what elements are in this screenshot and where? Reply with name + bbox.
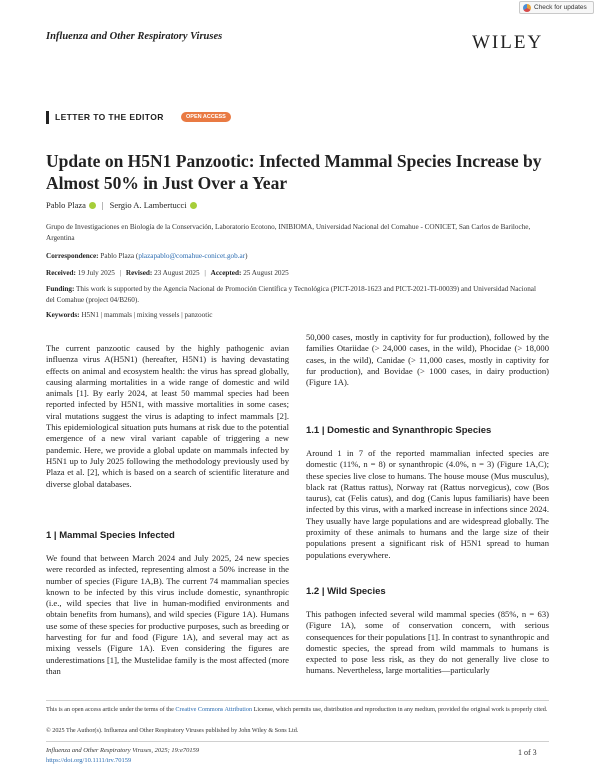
body-paragraph: This pathogen infected several wild mammal species (85%, n = 63) (Figure 1A), some of conservation concern, with serious consequences for their populations [1]. In contrast to synanthropic and domestic species, the spread from wild mammals to humans is expected to pose less risk, as they do not generally live close to humans. Nevertheless, large mortalities—particularly [306,609,549,676]
author-list [46,200,197,210]
funding: Funding: This work is supported by the Agencia Nacional de Promoción Científica y Tecnológica (PICT-2018-1623 and PICT-2021-TI-00039) and Universidad Nacional del Comahue (project 04/B260). [46,285,536,304]
license-notice: This is an open access article under the terms of the Creative Commons Attribution License, which permits use, distribution and reproduction in any medium, provided the original work is properly cited. [46,706,548,713]
author-name[interactable]: Sergio A. Lambertucci [109,200,187,210]
author-separator: | [101,200,104,210]
article-title: Update on H5N1 Panzootic: Infected Mammal Species Increase by Almost 50% in Just Over a Year [46,151,542,193]
section-heading: 1 | Mammal Species Infected [46,530,175,541]
copyright: © 2025 The Author(s). Influenza and Other Respiratory Viruses published by John Wiley & Sons Ltd. [46,727,299,734]
intro-paragraph: The current panzootic caused by the highly pathogenic avian influenza virus A(H5N1) (hereafter, H5N1) is having devastating effects on animal and ecosystem health: the virus has spread globally, causing alarming mortalities in a wide range of domestic and wild animals [1]. By early 2024, at least 50 mammal species had been reported infected by H5N1, with massive mortalities in some cases; viral mutations suggest the virus is adapting to infect mammals [2]. This epidemiological situation puts humans at risk due to the potential emergence of a new viral variant capable of triggering a new pandemic. Here, we provide a global update on mammals infected by H5N1 up to July 2025 following the methodology previously used by Plaza et al. [2], which is based on a search of scientific literature and diverse global databases. [46,343,289,489]
publisher-logo: WILEY [472,32,544,53]
section-heading: 1.1 | Domestic and Synanthropic Species [306,425,492,436]
article-type: LETTER TO THE EDITOR [55,112,164,122]
crossmark-icon [523,4,531,12]
divider [46,741,549,742]
keywords: Keywords: H5N1 | mammals | mixing vessels | panzootic [46,311,213,319]
journal-reference: Influenza and Other Respiratory Viruses, 2025; 19:e70159 [46,747,200,754]
section-marker [46,111,49,124]
check-updates-button[interactable] [519,1,594,14]
license-link[interactable]: Creative Commons Attribution [175,706,253,713]
author-name[interactable]: Pablo Plaza [46,200,86,210]
orcid-icon[interactable] [89,202,96,209]
email-link[interactable]: plazapablo@comahue-conicet.gob.ar [138,252,246,260]
correspondence: Correspondence: Pablo Plaza (plazapablo@comahue-conicet.gob.ar) [46,252,248,260]
journal-title: Influenza and Other Respiratory Viruses [46,31,223,42]
affiliation: Grupo de Investigaciones en Biología de la Conservación, Laboratorio Ecotono, INIBIOMA, Universidad Nacional del Comahue - CONICET, San Carlos de Bariloche, Argentina [46,223,531,242]
open-access-badge: OPEN ACCESS [181,112,231,122]
page-number: 1 of 3 [518,748,537,757]
section-heading: 1.2 | Wild Species [306,586,386,597]
orcid-icon[interactable] [190,202,197,209]
body-paragraph: 50,000 cases, mostly in captivity for fur production), followed by the families Otariidae (> 24,000 cases, in the wild), Phocidae (> 18,000 cases, in the wild), Canidae (> 11,000 cases, mostly in captivity for fur production), and Bovidae (> 1000 cases, in dairy production) (Figure 1A). [306,332,549,388]
body-paragraph: Around 1 in 7 of the reported mammalian infected species are domestic (11%, n = 8) or synanthropic (4.0%, n = 3) (Figure 1A,C); these species live close to humans. The house mouse (Mus musculus), black rat (Rattus rattus), Norway rat (Rattus norvegicus), cow (Bos taurus), cat (Felis catus), and dog (Canis lupus familiaris) have been infected by this virus, with a marked increase in infections since 2024. They usually have large populations and are widespread globally. The proximity of these animals to humans and the large size of their populations present a significant risk of H5N1 spread to human populations everywhere. [306,448,549,560]
doi-link[interactable]: https://doi.org/10.1111/irv.70159 [46,757,132,764]
article-dates: Received: 19 July 2025 | Revised: 23 August 2025 | Accepted: 25 August 2025 [46,269,289,277]
divider [46,700,549,701]
check-updates-label: Check for updates [534,4,587,11]
body-paragraph: We found that between March 2024 and July 2025, 24 new species were recorded as infected, representing almost a 50% increase in the number of species (Figure 1A,B). The current 74 mammalian species known to be infected by this virus include domestic, synanthropic (i.e., wild species that live in human-modified environments and obtain benefits from humans), and wild species (Figure 1A). Humans use some of these species for productive purposes, such as breeding or harvesting for fur and food (Figure 1A), and several may act as mixing vessels (Figure 1A). Even considering the figures are underestimations [1], the Mustelidae family is the most affected (more than [46,553,289,676]
